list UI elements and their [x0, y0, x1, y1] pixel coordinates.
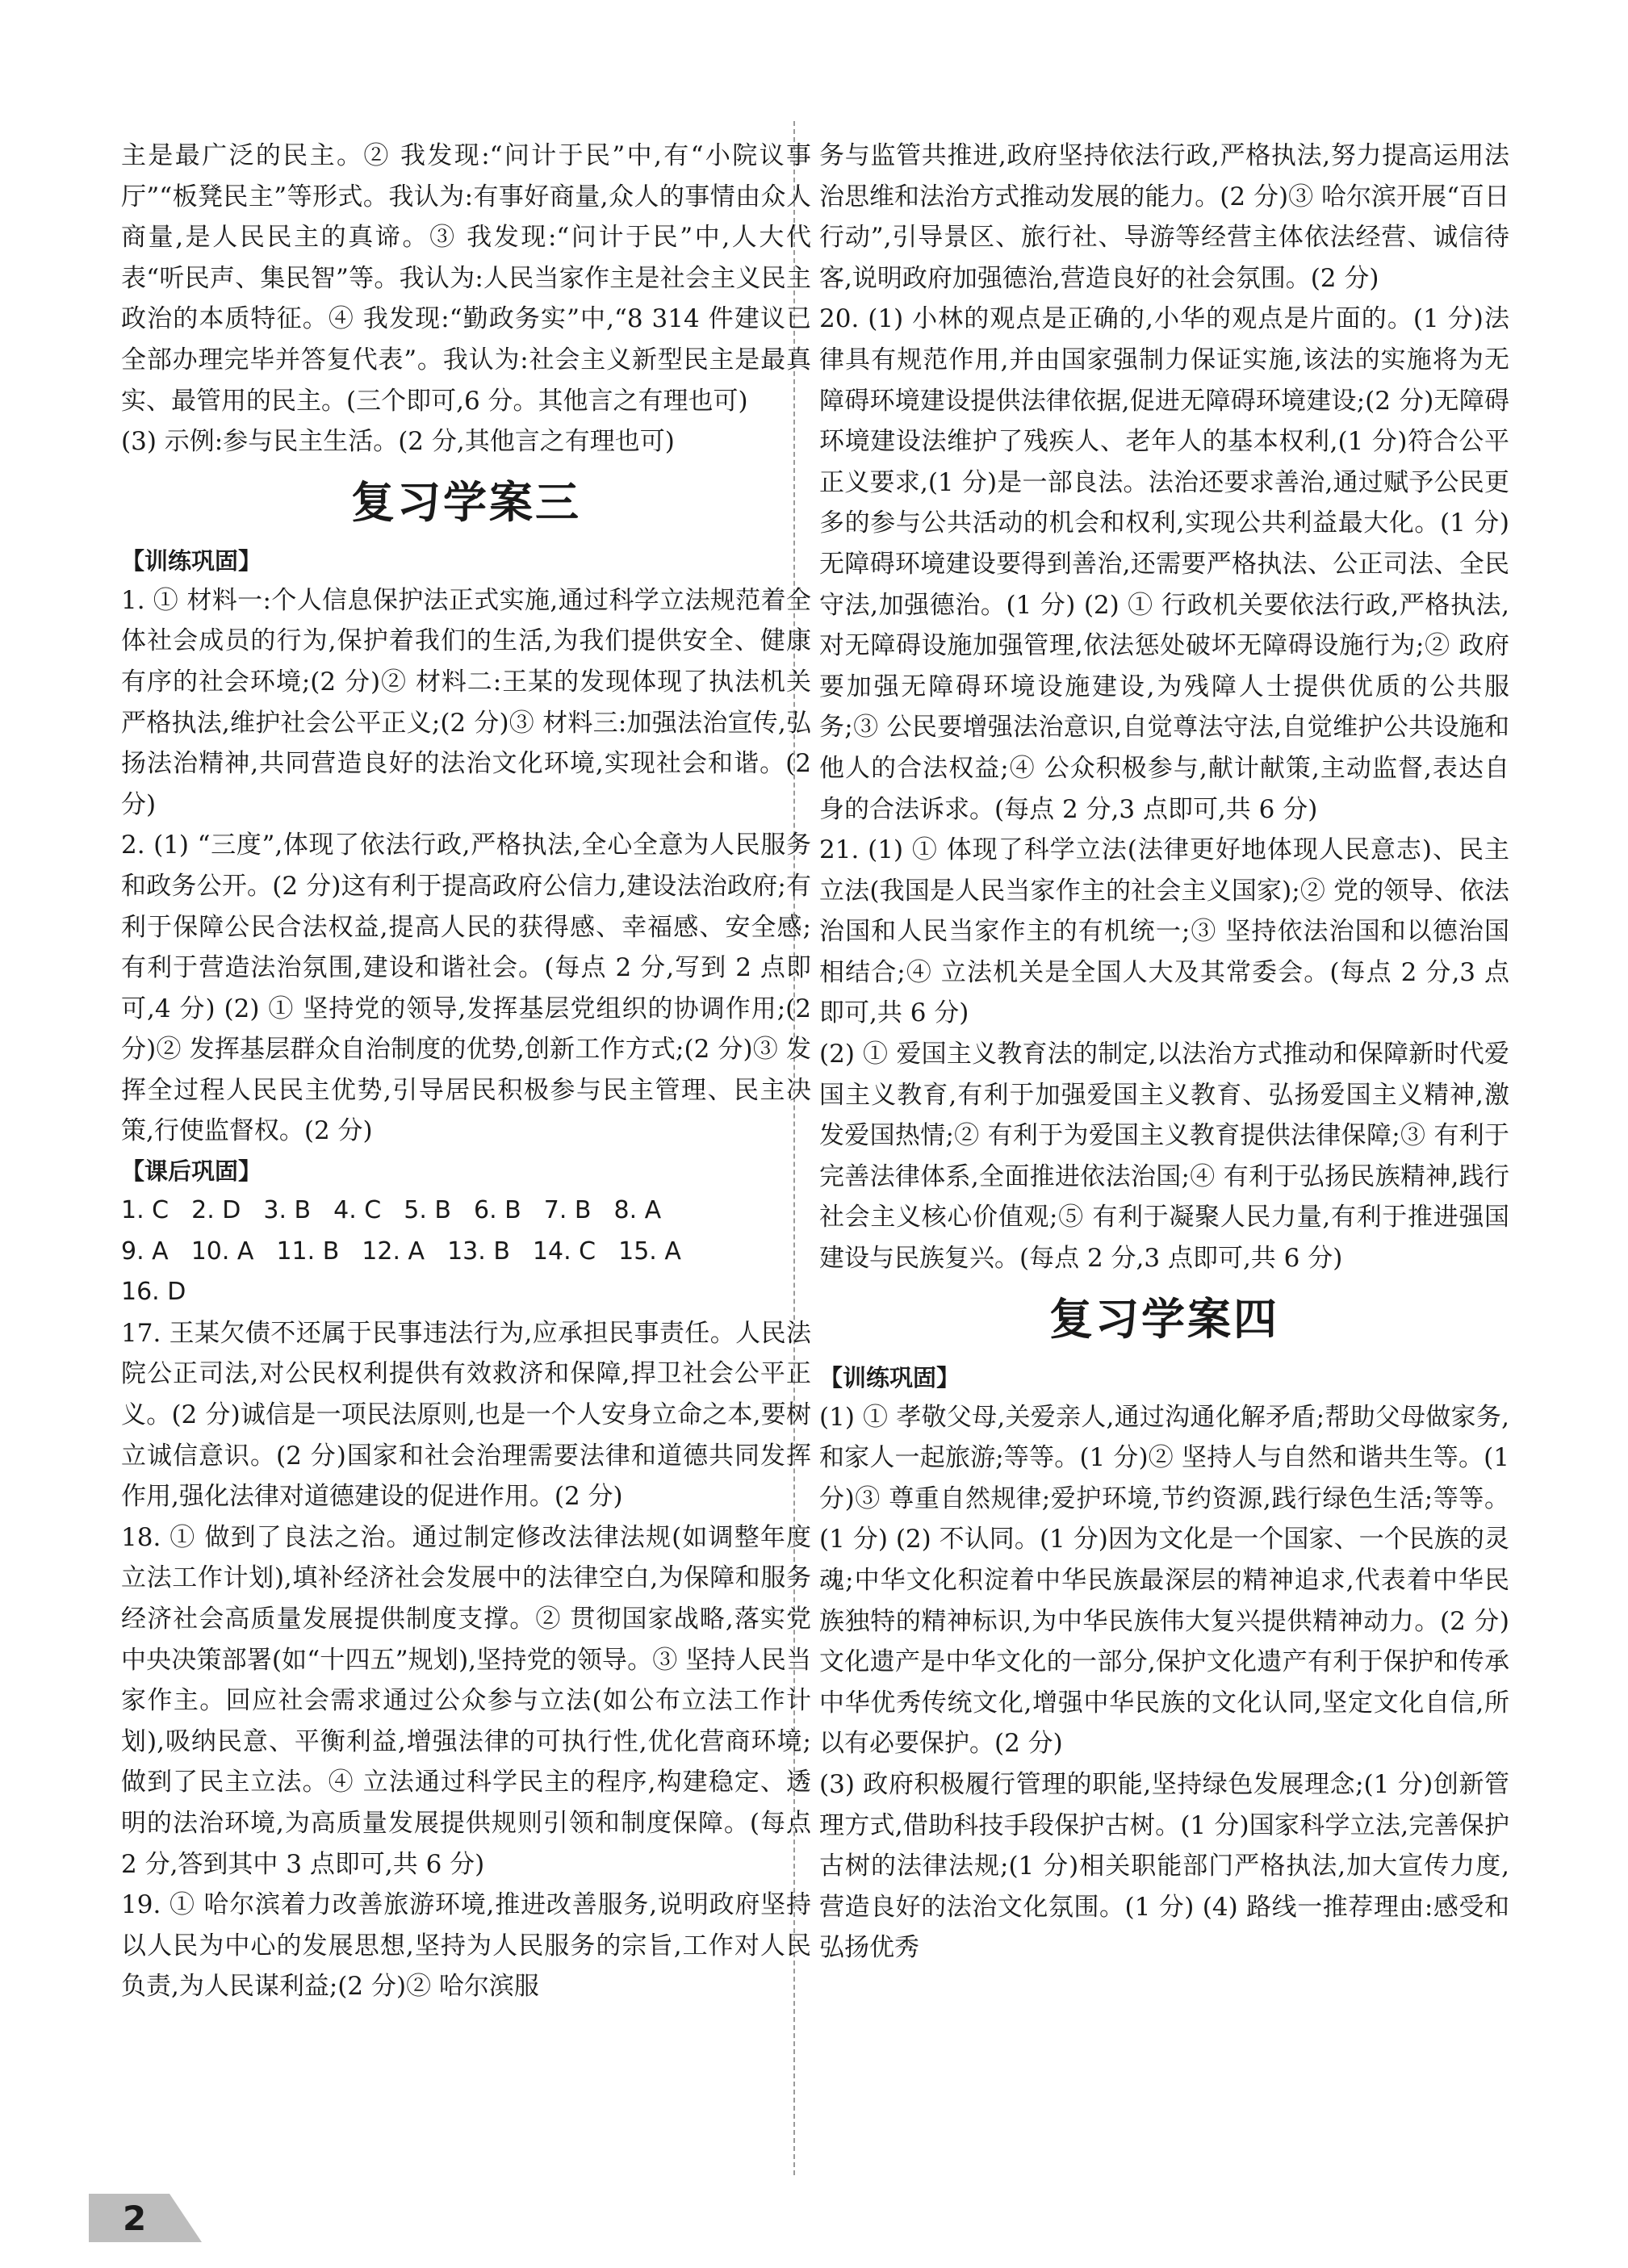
mc-answer: 15. A	[618, 1237, 681, 1266]
answer-q21-part1: 21. (1) ① 体现了科学立法(法律更好地体现人民意志)、民主立法(我国是人民当家作主的社会主义国家);② 党的领导、依法治国和人民当家作主的有机统一;③ 坚持依法治国和以德治国相结合;④ 立法机关是全国人大及其常委会。(每点 2 分,3 点即可,共 6 分)	[819, 835, 1509, 1028]
section4-answer-1-2: (1) ① 孝敬父母,关爱亲人,通过沟通化解矛盾;帮助父母做家务,和家人一起旅游;等等。(1 分)② 坚持人与自然和谐共生等。(1 分)③ 尊重自然规律;爱护环境,节约资源,践行绿色生活;等等。(1 分) (2) 不认同。(1 分)因为文化是一个国家、一个民族的灵魂;中华文化积淀着中华民族最深层的精神追求,代表着中华民族独特的精神标识,为中华民族伟大复兴提供精神动力。(2 分)文化遗产是中华文化的一部分,保护文化遗产有利于保护和传承中华优秀传统文化,增强中华民族的文化认同,坚定文化自信,所以有必要保护。(2 分)	[819, 1402, 1509, 1759]
mc-answer: 5. B	[404, 1196, 451, 1225]
training-label: 【训练巩固】	[121, 546, 262, 575]
training-answer-2: 2. (1) “三度”,体现了依法行政,严格执法,全心全意为人民服务和政务公开。(2 分)这有利于提高政府公信力,建设法治政府;有利于保障公民合法权益,提高人民的获得感、幸福感、安全感;有利于营造法治氛围,建设和谐社会。(每点 2 分,写到 2 点即可,4 分) (2) ① 坚持党的领导,发挥基层党组织的协调作用;(2 分)② 发挥基层群众自治制度的优势,创新工作方式;(2 分)③ 发挥全过程人民民主优势,引导居民积极参与民主管理、民主决策,行使监督权。(2 分)	[121, 831, 811, 1146]
mc-answer: 6. B	[473, 1196, 521, 1225]
mc-answer: 1. C	[121, 1196, 169, 1225]
mc-answer: 14. C	[532, 1237, 596, 1266]
answer-q19-start: 19. ① 哈尔滨着力改善旅游环境,推进改善服务,说明政府坚持以人民为中心的发展思想,坚持为人民服务的宗旨,工作对人民负责,为人民谋利益;(2 分)② 哈尔滨服	[121, 1890, 811, 2002]
answer-q18: 18. ① 做到了良法之治。通过制定修改法律法规(如调整年度立法工作计划),填补经济社会发展中的法律空白,为保障和服务经济社会高质量发展提供制度支撑。② 贯彻国家战略,落实党中央决策部署(如“十四五”规划),坚持党的领导。③ 坚持人民当家作主。回应社会需求通过公众参与立法(如公布立法工作计划),吸纳民意、平衡利益,增强法律的可执行性,优化营商环境;做到了民主立法。④ 立法通过科学民主的程序,构建稳定、透明的法治环境,为高质量发展提供规则引领和制度保障。(每点 2 分,答到其中 3 点即可,共 6 分)	[121, 1522, 811, 1879]
mc-answer: 11. B	[276, 1237, 340, 1266]
answer-q19-continued: 务与监管共推进,政府坚持依法行政,严格执法,努力提高运用法治思维和法治方式推动发展的能力。(2 分)③ 哈尔滨开展“百日行动”,引导景区、旅行社、导游等经营主体依法经营、诚信待客,说明政府加强德治,营造良好的社会氛围。(2 分)	[819, 141, 1509, 293]
mc-answer: 2. D	[191, 1196, 241, 1225]
answer-q3-example: (3) 示例:参与民主生活。(2 分,其他言之有理也可)	[121, 427, 675, 457]
mc-answer: 7. B	[543, 1196, 592, 1225]
mc-answer: 10. A	[190, 1237, 254, 1266]
section-title-review-4: 复习学案四	[1049, 1293, 1279, 1345]
answer-q21-part2: (2) ① 爱国主义教育法的制定,以法治方式推动和保障新时代爱国主义教育,有利于加强爱国主义教育、弘扬爱国主义精神,激发爱国热情;② 有利于为爱国主义教育提供法律保障;③ 有利于完善法律体系,全面推进依法治国;④ 有利于弘扬民族精神,践行社会主义核心价值观;⑤ 有利于凝聚人民力量,有利于推进强国建设与民族复兴。(每点 2 分,3 点即可,共 6 分)	[819, 1040, 1509, 1274]
section-title-review-3: 复习学案三	[351, 476, 581, 528]
training-label-4: 【训练巩固】	[819, 1363, 960, 1391]
left-column	[121, 136, 811, 2007]
mc-answer: 13. B	[447, 1237, 510, 1266]
mc-answer: 3. B	[263, 1196, 312, 1225]
mc-answer: 4. C	[333, 1196, 382, 1225]
mc-answer: 12. A	[362, 1237, 425, 1266]
mc-answer: 9. A	[121, 1237, 169, 1266]
section4-answer-3-4: (3) 政府积极履行管理的职能,坚持绿色发展理念;(1 分)创新管理方式,借助科技手段保护古树。(1 分)国家科学立法,完善保护古树的法律法规;(1 分)相关职能部门严格执法,加大宣传力度,营造良好的法治文化氛围。(1 分) (4) 路线一推荐理由:感受和弘扬优秀	[819, 1769, 1509, 1963]
training-answer-1: 1. ① 材料一:个人信息保护法正式实施,通过科学立法规范着全体社会成员的行为,保护着我们的生活,为我们提供安全、健康有序的社会环境;(2 分)② 材料二:王某的发现体现了执法机关严格执法,维护社会公平正义;(2 分)③ 材料三:加强法治宣传,弘扬法治精神,共同营造良好的法治文化环境,实现社会和谐。(2 分)	[121, 585, 811, 819]
mc-answer: 8. A	[613, 1196, 662, 1225]
mc-answer: 16. D	[121, 1278, 186, 1307]
multiple-choice-answers	[121, 1190, 811, 1313]
right-column	[819, 136, 1509, 1969]
after-class-label: 【课后巩固】	[121, 1157, 262, 1186]
answer-q17: 17. 王某欠债不还属于民事违法行为,应承担民事责任。人民法院公正司法,对公民权利提供有效救济和保障,捍卫社会公平正义。(2 分)诚信是一项民法原则,也是一个人安身立命之本,要树立诚信意识。(2 分)国家和社会治理需要法律和道德共同发挥作用,强化法律对道德建设的促进作用。(2 分)	[121, 1318, 811, 1512]
page-number-badge	[89, 2194, 202, 2242]
page-number: 2	[123, 2199, 147, 2238]
answer-q20: 20. (1) 小林的观点是正确的,小华的观点是片面的。(1 分)法律具有规范作用,并由国家强制力保证实施,该法的实施将为无障碍环境建设提供法律依据,促进无障碍环境建设;(2 分)无障碍环境建设法维护了残疾人、老年人的基本权利,(1 分)符合公平正义要求,(1 分)是一部良法。法治还要求善治,通过赋予公民更多的参与公共活动的机会和权利,实现公共利益最大化。(1 分)无障碍环境建设要得到善治,还需要严格执法、公正司法、全民守法,加强德治。(1 分) (2) ① 行政机关要依法行政,严格执法,对无障碍设施加强管理,依法惩处破坏无障碍设施行为;② 政府要加强无障碍环境设施建设,为残障人士提供优质的公共服务;③ 公民要增强法治意识,自觉尊法守法,自觉维护公共设施和他人的合法权益;④ 公众积极参与,献计献策,主动监督,表达自身的合法诉求。(每点 2 分,3 点即可,共 6 分)	[819, 304, 1509, 824]
answer-continuation: 主是最广泛的民主。② 我发现:“问计于民”中,有“小院议事厅”“板凳民主”等形式。我认为:有事好商量,众人的事情由众人商量,是人民民主的真谛。③ 我发现:“问计于民”中,人大代表“听民声、集民智”等。我认为:人民当家作主是社会主义民主政治的本质特征。④ 我发现:“勤政务实”中,“8 314 件建议已全部办理完毕并答复代表”。我认为:社会主义新型民主是最真实、最管用的民主。(三个即可,6 分。其他言之有理也可)	[121, 141, 811, 416]
